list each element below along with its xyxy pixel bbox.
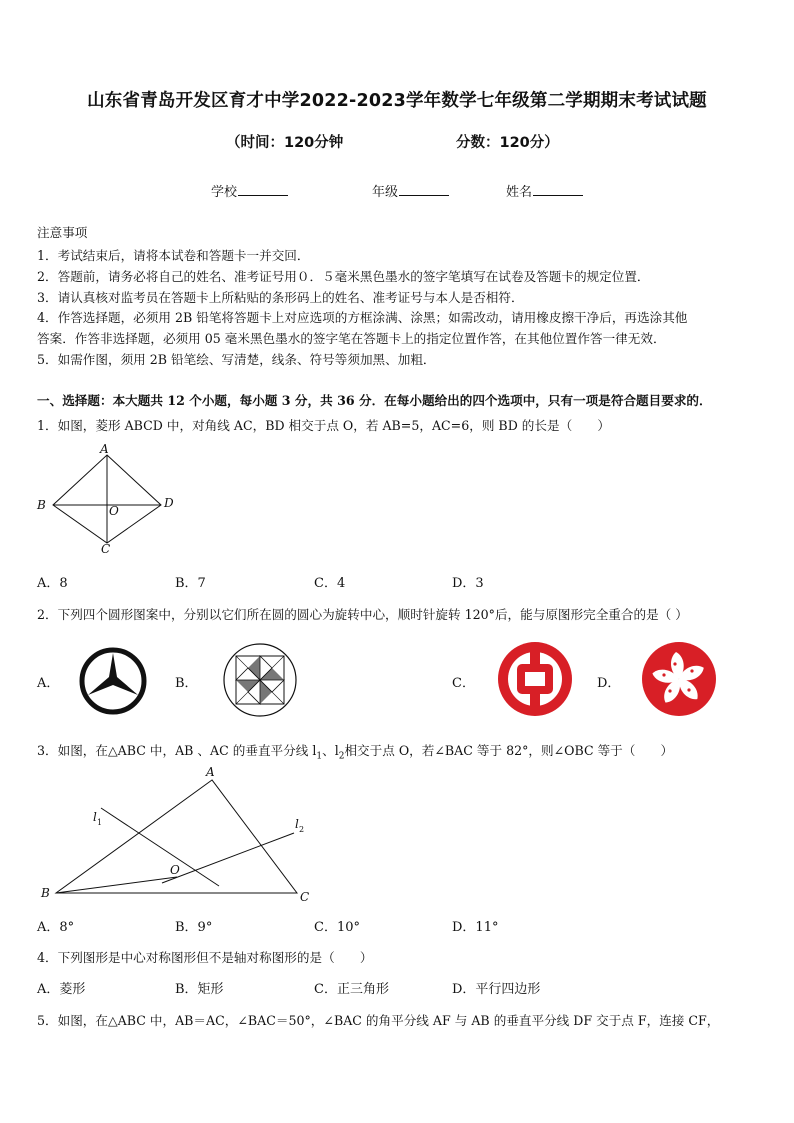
label-o: O bbox=[109, 504, 119, 518]
q3-option-c[interactable]: C．10° bbox=[314, 920, 360, 935]
label-b: B bbox=[37, 498, 46, 512]
q4-option-a[interactable]: A．菱形 bbox=[37, 982, 86, 997]
q3-option-a[interactable]: A．8° bbox=[37, 920, 75, 935]
notice-item: 答案．作答非选择题，必须用 05 毫米黑色墨水的签字笔在答题卡上的指定位置作答，在其他位置作答一律无效． bbox=[37, 331, 666, 346]
name-blank[interactable] bbox=[533, 183, 583, 196]
label-d: D bbox=[164, 496, 174, 510]
label-o: O bbox=[170, 863, 180, 877]
notice-item: 2．答题前，请务必将自己的姓名、准考证号用０．５毫米黑色墨水的签字笔填写在试卷及答题卡的规定位置． bbox=[37, 269, 650, 284]
label-b: B bbox=[41, 886, 50, 900]
exam-score: 分数：120分） bbox=[456, 135, 559, 151]
q2-option-d[interactable]: D． bbox=[597, 676, 621, 691]
label-l2-sub: 2 bbox=[299, 825, 305, 834]
q4-option-c[interactable]: C．正三角形 bbox=[314, 982, 389, 997]
pinwheel-pattern-icon[interactable] bbox=[222, 642, 298, 718]
question-5-stem: 5．如图，在△ABC 中，AB＝AC，∠BAC＝50°，∠BAC 的角平分线 AF 与 AB 的垂直平分线 DF 交于点 F，连接 CF， bbox=[37, 1013, 720, 1028]
label-l1-sub: 1 bbox=[97, 818, 103, 827]
notice-item: 1．考试结束后，请将本试卷和答题卡一并交回． bbox=[37, 248, 310, 263]
question-1-stem: 1．如图，菱形 ABCD 中，对角线 AC，BD 相交于点 O，若 AB=5，AC=6，则 BD 的长是（ ） bbox=[37, 418, 610, 433]
section-heading: 一、选择题：本大题共 12 个小题，每小题 3 分，共 36 分．在每小题给出的四个选项中，只有一项是符合题目要求的． bbox=[37, 393, 712, 408]
notice-heading: 注意事项 bbox=[37, 225, 88, 240]
label-a: A bbox=[100, 442, 109, 456]
q2-option-a[interactable]: A． bbox=[37, 676, 60, 691]
name-label: 姓名 bbox=[506, 185, 533, 200]
rhombus-figure bbox=[30, 440, 190, 560]
name-field bbox=[506, 181, 583, 200]
triangle-bisector-figure bbox=[30, 762, 330, 912]
q4-option-d[interactable]: D．平行四边形 bbox=[452, 982, 541, 997]
grade-field bbox=[372, 181, 449, 200]
hong-kong-bauhinia-icon[interactable] bbox=[641, 641, 717, 717]
q1-option-d[interactable]: D．3 bbox=[452, 576, 484, 591]
q3-option-d[interactable]: D．11° bbox=[452, 920, 499, 935]
label-c: C bbox=[101, 542, 111, 556]
notice-item: 3．请认真核对监考员在答题卡上所粘贴的条形码上的姓名、准考证号与本人是否相符． bbox=[37, 290, 524, 305]
school-label: 学校 bbox=[211, 185, 238, 200]
label-l2: l bbox=[295, 817, 299, 831]
label-l1: l bbox=[93, 810, 97, 824]
q3-option-b[interactable]: B．9° bbox=[175, 920, 213, 935]
notice-item: 5．如需作图，须用 2B 铅笔绘、写清楚，线条、符号等须加黑、加粗． bbox=[37, 352, 436, 367]
q4-option-b[interactable]: B．矩形 bbox=[175, 982, 224, 997]
grade-label: 年级 bbox=[372, 185, 399, 200]
q1-option-a[interactable]: A．8 bbox=[37, 576, 68, 591]
q2-option-c[interactable]: C． bbox=[452, 676, 475, 691]
q1-option-b[interactable]: B．7 bbox=[175, 576, 206, 591]
notice-item: 4．作答选择题，必须用 2B 铅笔将答题卡上对应选项的方框涂满、涂黑；如需改动，请用橡皮擦干净后，再选涂其他 bbox=[37, 310, 688, 325]
page-title: 山东省青岛开发区育才中学2022-2023学年数学七年级第二学期期末考试试题 bbox=[87, 91, 707, 111]
label-a: A bbox=[206, 765, 215, 779]
exam-time: （时间：120分钟 bbox=[226, 135, 344, 151]
q1-option-c[interactable]: C．4 bbox=[314, 576, 346, 591]
grade-blank[interactable] bbox=[399, 183, 449, 196]
bank-of-china-logo-icon[interactable] bbox=[497, 641, 573, 717]
school-blank[interactable] bbox=[238, 183, 288, 196]
question-2-stem: 2．下列四个圆形图案中，分别以它们所在圆的圆心为旋转中心，顺时针旋转 120°后，能与原图形完全重合的是（ ） bbox=[37, 607, 688, 622]
school-field bbox=[211, 181, 288, 200]
question-3-stem: 3．如图，在△ABC 中，AB 、AC 的垂直平分线 $l_1$、$l_2$相交于点 O，若∠BAC 等于 82°，则∠OBC 等于（ ） bbox=[37, 743, 674, 762]
question-4-stem: 4．下列图形是中心对称图形但不是轴对称图形的是（ ） bbox=[37, 950, 373, 965]
label-c: C bbox=[300, 890, 310, 904]
mercedes-logo-icon[interactable] bbox=[76, 644, 150, 718]
q2-option-b[interactable]: B． bbox=[175, 676, 198, 691]
